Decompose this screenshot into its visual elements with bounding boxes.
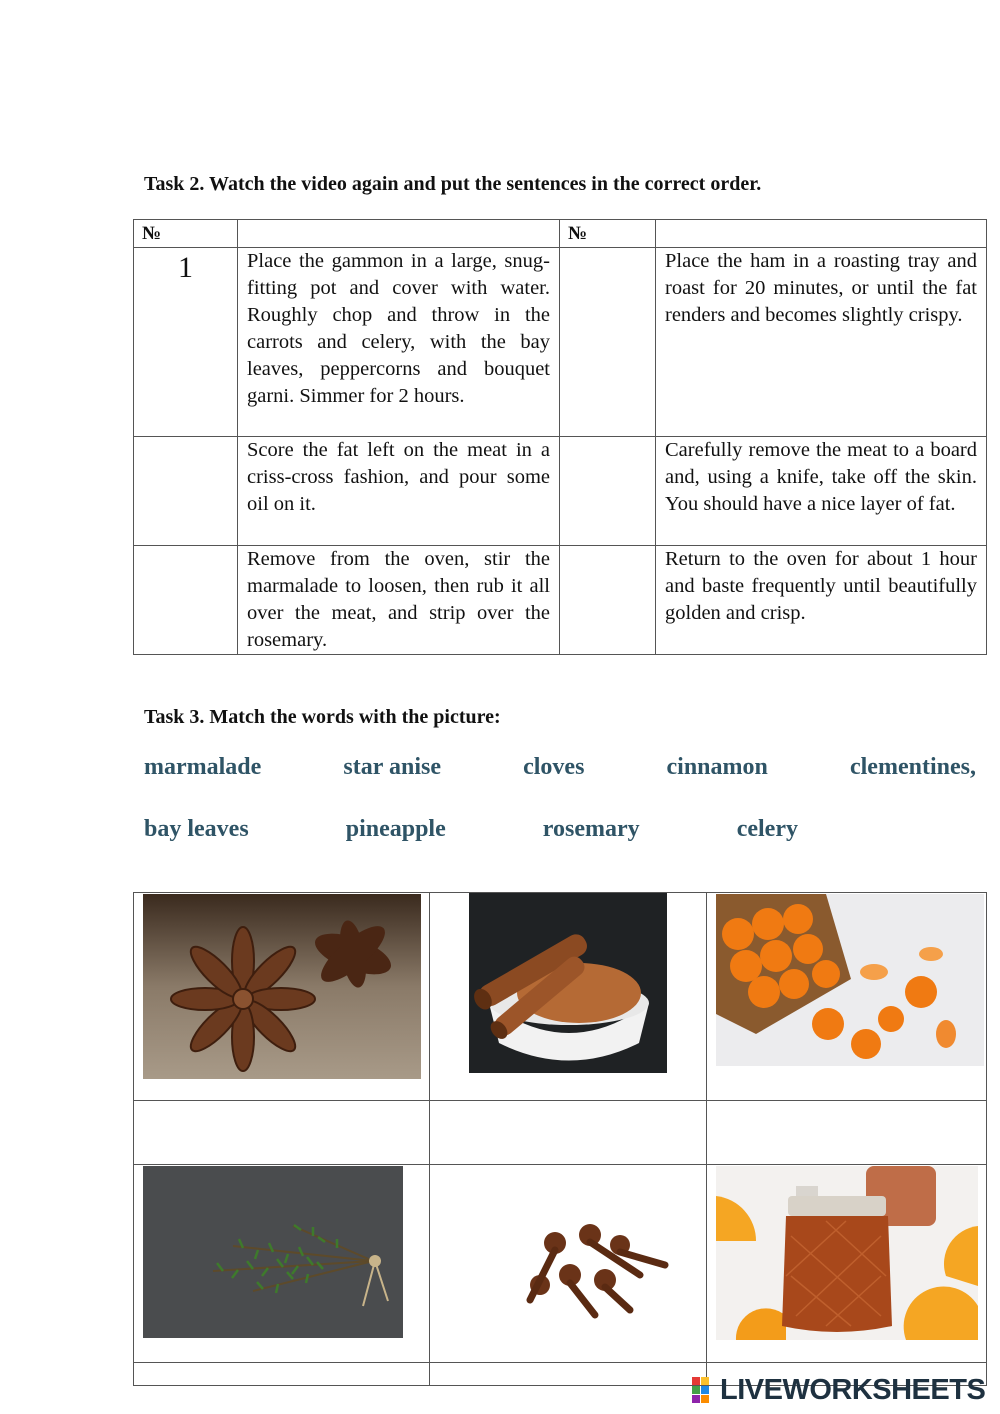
marmalade-photo — [716, 1166, 978, 1340]
sentence-cell: Place the ham in a roasting tray and roast for 20 minutes, or until the fat renders and becomes slightly crispy. — [656, 248, 987, 437]
order-number-input[interactable] — [134, 437, 238, 546]
cinnamon-photo — [469, 893, 667, 1073]
sentence-cell: Return to the oven for about 1 hour and baste frequently until beautifully golden and crisp. — [656, 546, 987, 655]
sentence-cell: Remove from the oven, stir the marmalade to loosen, then rub it all over the meat, and strip over the rosemary. — [238, 546, 560, 655]
word-bay-leaves: bay leaves — [144, 816, 249, 842]
answer-input[interactable] — [430, 1363, 707, 1386]
task2-title: Task 2. Watch the video again and put the sentences in the correct order. — [144, 173, 762, 195]
order-number-input[interactable] — [560, 546, 656, 655]
order-number-input[interactable] — [560, 248, 656, 437]
word-pineapple: pineapple — [345, 816, 446, 842]
table-header-row — [134, 220, 987, 248]
word-rosemary: rosemary — [542, 816, 640, 842]
picture-cell — [134, 893, 430, 1101]
sentence-cell: Place the gammon in a large, snug-fitting pot and cover with water. Roughly chop and throw in the carrots and celery, with the bay leaves, peppercorns and bouquet garni. Simmer for 2 hours. — [238, 248, 560, 437]
picture-cell — [430, 1165, 707, 1363]
answer-input[interactable] — [430, 1101, 707, 1165]
table-row — [134, 546, 987, 655]
number-column-header-left: № — [134, 220, 238, 248]
cloves-photo — [500, 1205, 680, 1325]
star-anise-photo — [143, 894, 421, 1079]
number-column-header-right: № — [560, 220, 656, 248]
liveworksheets-logo-icon — [692, 1377, 718, 1405]
task3-title: Task 3. Match the words with the picture: — [144, 706, 501, 728]
word-clementines: clementines, — [849, 754, 976, 780]
word-celery: celery — [736, 816, 798, 842]
answer-input[interactable] — [134, 1363, 430, 1386]
picture-cell — [134, 1165, 430, 1363]
answer-input[interactable] — [707, 1101, 987, 1165]
logo-text: LIVEWORKSHEETS — [720, 1374, 986, 1406]
table-row — [134, 248, 987, 437]
order-number-input[interactable]: 1 — [134, 248, 238, 437]
word-bank-row-2 — [144, 816, 798, 843]
sentence-column-header-left — [238, 220, 560, 248]
picture-cell — [707, 893, 987, 1101]
picture-row — [134, 893, 987, 1101]
word-cloves: cloves — [523, 754, 585, 780]
answer-input[interactable] — [134, 1101, 430, 1165]
liveworksheets-logo — [692, 1374, 985, 1407]
order-number-input[interactable] — [134, 546, 238, 655]
sentence-column-header-right — [656, 220, 987, 248]
word-cinnamon: cinnamon — [666, 754, 768, 780]
word-marmalade: marmalade — [144, 754, 262, 780]
clementines-photo — [716, 894, 984, 1066]
word-bank-row-1 — [144, 754, 976, 781]
word-star-anise: star anise — [343, 754, 441, 780]
picture-row — [134, 1165, 987, 1363]
order-number-input[interactable] — [560, 437, 656, 546]
rosemary-photo — [143, 1166, 403, 1338]
sentence-cell: Score the fat left on the meat in a criss-cross fashion, and pour some oil on it. — [238, 437, 560, 546]
answer-row — [134, 1101, 987, 1165]
picture-cell — [430, 893, 707, 1101]
sentence-cell: Carefully remove the meat to a board and, using a knife, take off the skin. You should have a nice layer of fat. — [656, 437, 987, 546]
ordering-table — [133, 219, 987, 655]
picture-matching-table — [133, 892, 987, 1386]
table-row — [134, 437, 987, 546]
picture-cell — [707, 1165, 987, 1363]
